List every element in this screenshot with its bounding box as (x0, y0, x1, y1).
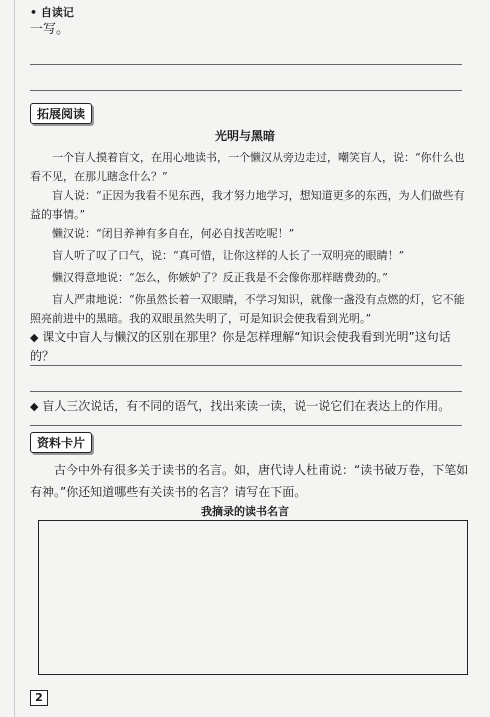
page-number: 2 (30, 690, 48, 706)
story-paragraph: 懒汉得意地说：“怎么，你嫉妒了？反正我是不会像你那样瞎费劲的。” (52, 271, 388, 284)
writing-line[interactable] (30, 90, 462, 91)
question-text: 盲人三次说话，有不同的语气，找出来读一读，说一说它们在表达上的作用。 (42, 399, 451, 413)
extended-reading-label: 拓展阅读 (30, 103, 92, 124)
story-paragraph: 盲人说：“正因为我看不见东西，我才努力地学习，想知道更多的东西，为人们做些有益的事情。” (30, 189, 465, 221)
story-title: 光明与黑暗 (214, 129, 275, 143)
section-header-label: • 自读记 (30, 6, 74, 19)
quote-box-title: 我摘录的读书名言 (201, 505, 289, 518)
diamond-bullet-icon: ◆ (30, 331, 39, 344)
data-card-label: 资料卡片 (30, 432, 92, 453)
continued-text: 一写。 (30, 22, 70, 37)
story-paragraph: 盲人听了叹了口气，说：“真可惜，让你这样的人长了一双明亮的眼睛！” (52, 249, 405, 262)
data-card-text: 古今中外有很多关于读书的名言。如，唐代诗人杜甫说：“读书破万卷，下笔如有神。”你还知道哪些有关读书的名言？请写在下面。 (30, 463, 469, 499)
quote-writing-box[interactable] (38, 520, 468, 675)
writing-line[interactable] (30, 365, 462, 366)
writing-line[interactable] (30, 64, 462, 65)
writing-line[interactable] (30, 391, 462, 392)
writing-line[interactable] (30, 425, 462, 426)
story-paragraph: 一个盲人摸着盲文，在用心地读书，一个懒汉从旁边走过，嘲笑盲人，说：“你什么也看不见，在那儿瞎念什么？” (30, 151, 465, 183)
question-1 (30, 328, 470, 365)
question-2 (30, 397, 470, 416)
diamond-bullet-icon: ◆ (30, 400, 39, 413)
story-paragraph: 盲人严肃地说：“你虽然长着一双眼睛，不学习知识，就像一盏没有点燃的灯，它不能照亮前进中的黑暗。我的双眼虽然失明了，可是知识会使我看到光明。” (30, 293, 465, 325)
question-text: 课文中盲人与懒汉的区别在那里？你是怎样理解“知识会使我看到光明”这句话的？ (30, 330, 451, 363)
story-paragraph: 懒汉说：“闭目养神有多自在，何必自找苦吃呢！” (52, 227, 295, 240)
page-margin-line (14, 0, 15, 717)
